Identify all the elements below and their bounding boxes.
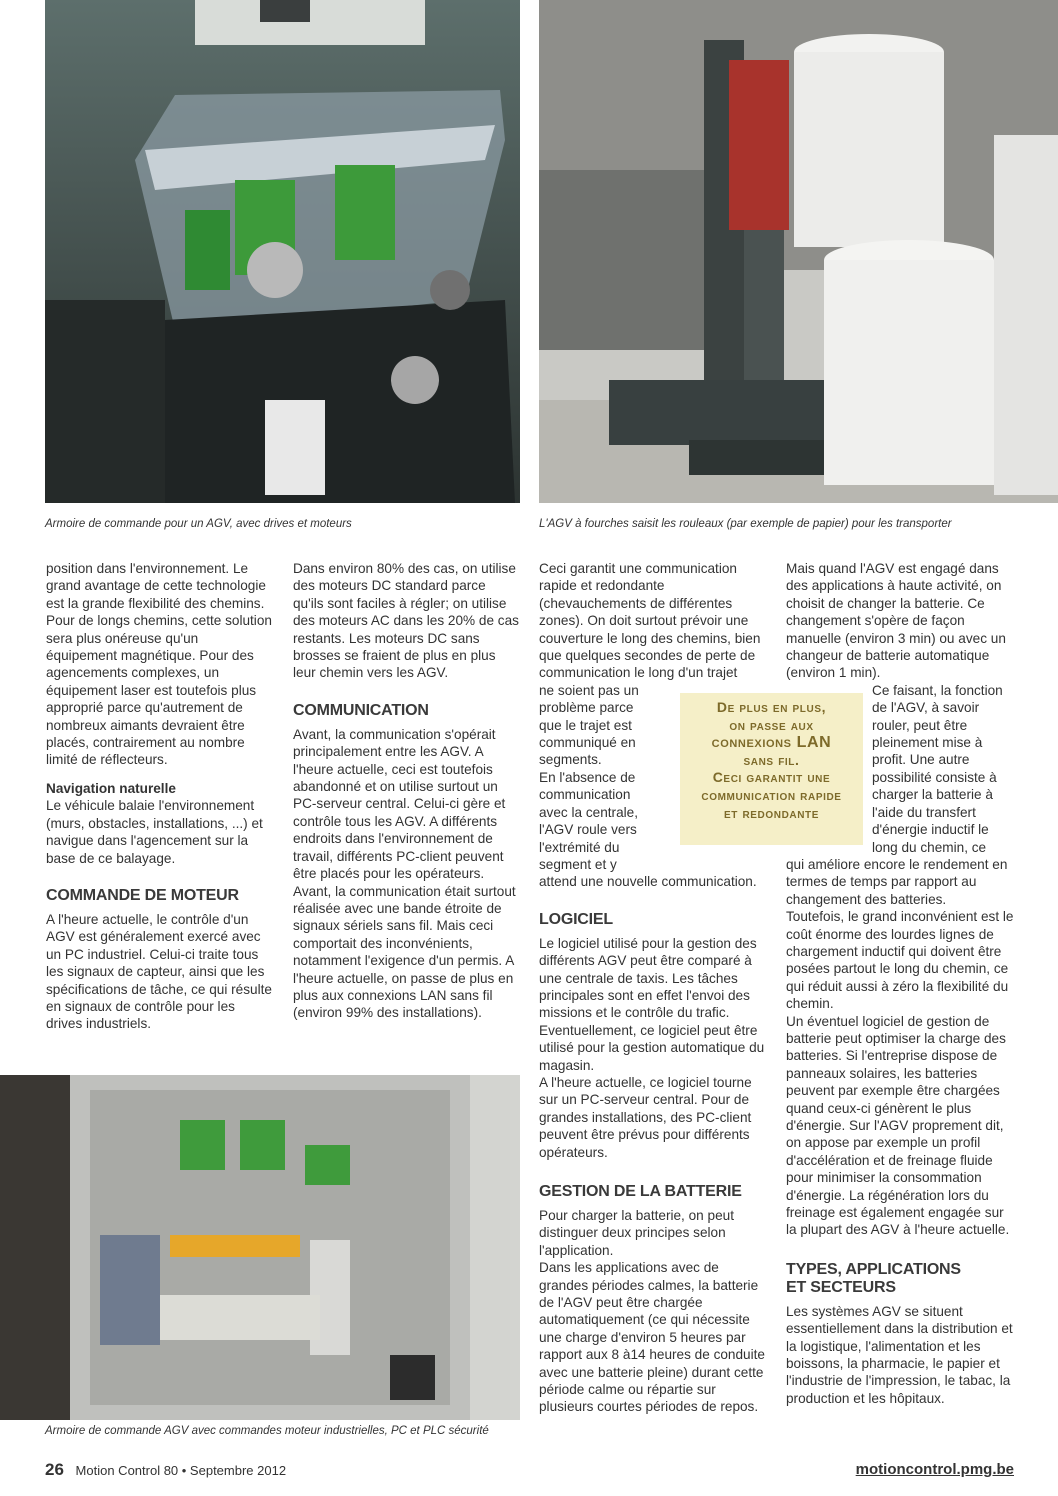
- agv-cabinet-illustration: [45, 0, 520, 503]
- website-link[interactable]: motioncontrol.pmg.be: [855, 1461, 1014, 1478]
- col1-paragraph-1: position dans l'environnement. Le grand avantage de cette technologie est la grande flexibilité des chemins. Pour de longs chemins, cette solution sera plus onéreuse qu'un équipement magnétique. Pour des agencements complexes, un équipement laser est toutefois plus approprié parce qu'autrement de nombreux aimants devraient être placés, contrairement au nombre limité de réflecteurs.: [46, 561, 272, 768]
- heading-communication: COMMUNICATION: [293, 701, 429, 719]
- quote-line-4: sans fil.: [743, 751, 800, 768]
- column-4: [786, 560, 1014, 1407]
- page-footer: [45, 1460, 286, 1480]
- pull-quote: [680, 693, 863, 845]
- subheading-navigation-naturelle: Navigation naturelle: [46, 780, 176, 796]
- col2-paragraph-2: Avant, la communication s'opérait principalement entre les AGV. A l'heure actuelle, ceci est toutefois abandonné et on utilise surtout un PC-serveur central. Celui-ci gère et contrôle tous les AGV. A différents endroits dans l'environnement de travail, différents PC-client peuvent être placés pour les opérateurs. Avant, la communication était surtout réalisée avec une bande étroite de signaux sériels sans fil. Mais ceci comportait des inconvénients, notamment l'exigence d'un permis. A l'heure actuelle, on passe de plus en plus aux connexions LAN sans fil (environ 99% des installations).: [293, 726, 516, 1021]
- caption-bottom-left: Armoire de commande AGV avec commandes moteur industrielles, PC et PLC sécurité: [45, 1425, 489, 1437]
- quote-line-1: De plus en plus,: [716, 699, 827, 715]
- heading-gestion-de-la-batterie: GESTION DE LA BATTERIE: [539, 1183, 742, 1200]
- quote-line-2: on passe aux: [729, 716, 814, 733]
- heading-commande-de-moteur: COMMANDE DE MOTEUR: [46, 886, 239, 904]
- caption-top-left: Armoire de commande pour un AGV, avec drives et moteurs: [45, 518, 352, 530]
- photo-agv-control-cabinet: [45, 0, 520, 503]
- caption-top-right: L'AGV à fourches saisit les rouleaux (par exemple de papier) pour les transporter: [539, 518, 952, 530]
- col3-paragraph-5: Dans les applications avec de grandes périodes calmes, la batterie de l'AGV peut être chargée automatiquement (ce qui nécessite une charge d'environ 5 heures par rapport aux 8 à14 heures de conduite avec une batterie pleine) durant cette période calme ou répartie sur plusieurs courtes périodes de repos.: [539, 1260, 765, 1415]
- quote-line-7: et redondante: [723, 804, 820, 821]
- col3-paragraph-1b: ne soient pas un problème parce que le trajet est communiqué en segments.: [539, 682, 639, 768]
- col4-paragraph-1: Mais quand l'AGV est engagé dans des applications à haute activité, on choisit de changer la batterie. Ce changement s'opère de façon manuelle (environ 3 min) ou avec un changeur de batterie automatique (environ 1 min).: [786, 561, 1006, 681]
- col4-paragraph-2b: qui améliore encore le rendement en termes de temps par rapport au changement des batteries.: [786, 856, 1008, 907]
- agv-plc-cabinet-illustration: [0, 1075, 520, 1420]
- col4-paragraph-4: Un éventuel logiciel de gestion de batterie peut optimiser la charge des batteries. Si l'entreprise dispose de panneaux solaires, les batteries peuvent par exemple être chargées quand ceux-ci génèrent le plus d'énergie. Sur l'AGV proprement dit, on appose par exemple un profil d'accélération et de freinage fluide pour minimiser la consommation d'énergie. La régénération lors du freinage est également engagée sur la plupart des AGV à l'heure actuelle.: [786, 1013, 1010, 1238]
- col3-paragraph-3: A l'heure actuelle, ce logiciel tourne sur un PC-serveur central. Pour de grandes installations, des PC-client peuvent être prévus pour différents opérateurs.: [539, 1074, 752, 1160]
- col3-paragraph-4: Pour charger la batterie, on peut distinguer deux principes selon l'application.: [539, 1208, 734, 1258]
- quote-line-6: communication rapide: [701, 786, 842, 803]
- quote-line-5: Ceci garantit une: [712, 769, 831, 786]
- photo-agv-forklift: [539, 0, 1058, 503]
- heading-logiciel: LOGICIEL: [539, 910, 613, 928]
- quote-line-3: connexions LAN: [711, 734, 832, 752]
- col4-paragraph-2: Ce faisant, la fonction de l'AGV, à savoir rouler, peut être pleinement mise à profit. Une autre possibilité consiste à charger la batterie à l'aide du transfert d'énergie inductif le long du chemin, ce: [872, 682, 1003, 855]
- photo-agv-cabinet-plc: [0, 1075, 520, 1420]
- column-1: [46, 560, 272, 1033]
- col4-paragraph-3: Toutefois, le grand inconvénient est le coût énorme des lourdes lignes de chargement inductif qui doivent être posées partout le long du chemin, ce qui réduit aussi à zéro la flexibilité du chemin.: [786, 909, 1014, 1012]
- col4-paragraph-5: Les systèmes AGV se situent essentiellement dans la distribution et la logistique, l'alimentation et les boissons, la pharmacie, le papier et l'industrie de l'impression, le tabac, la production et les hôpitaux.: [786, 1303, 1013, 1406]
- publication-info: Motion Control 80 • Septembre 2012: [75, 1463, 287, 1478]
- heading-types-applications: TYPES, APPLICATIONS ET SECTEURS: [786, 1260, 961, 1296]
- col3-paragraph-1: Ceci garantit une communication rapide et redondante (chevauchements de différentes zones). On doit surtout prévoir une couverture le long des chemins, bien que quelques secondes de perte de communication le long d'un trajet: [539, 561, 761, 681]
- page-number: 26: [45, 1460, 64, 1479]
- col1-paragraph-3: A l'heure actuelle, le contrôle d'un AGV est généralement exercé avec un PC industriel. Celui-ci traite tous les signaux de capteur, ainsi que les spécifications de tâche, ce qui résulte en signaux de contrôle pour les drives industriels.: [46, 911, 272, 1032]
- column-3: [539, 560, 767, 1416]
- agv-forklift-illustration: [539, 0, 1058, 503]
- col3-paragraph-1d: attend une nouvelle communication.: [539, 874, 757, 890]
- col3-paragraph-1c: En l'absence de communication avec la centrale, l'AGV roule vers l'extrémité du segment et y: [539, 769, 638, 872]
- column-2: [293, 560, 519, 1022]
- col3-paragraph-2: Le logiciel utilisé pour la gestion des différents AGV peut être comparé à une centrale de taxis. Les tâches principales sont en effet l'envoi des missions et le contrôle du trafic. Eventuellement, ce logiciel peut être utilisé pour la gestion automatique du magasin.: [539, 935, 765, 1073]
- col1-paragraph-2: Le véhicule balaie l'environnement (murs, obstacles, installations, ...) et navigue dans l'agencement sur la base de ce balayage.: [46, 798, 263, 866]
- col2-paragraph-1: Dans environ 80% des cas, on utilise des moteurs DC standard parce qu'ils sont faciles à régler; on utilise des moteurs AC dans les 20% de cas restants. Les moteurs DC sans brosses se fraient de plus en plus leur chemin vers les AGV.: [293, 561, 519, 681]
